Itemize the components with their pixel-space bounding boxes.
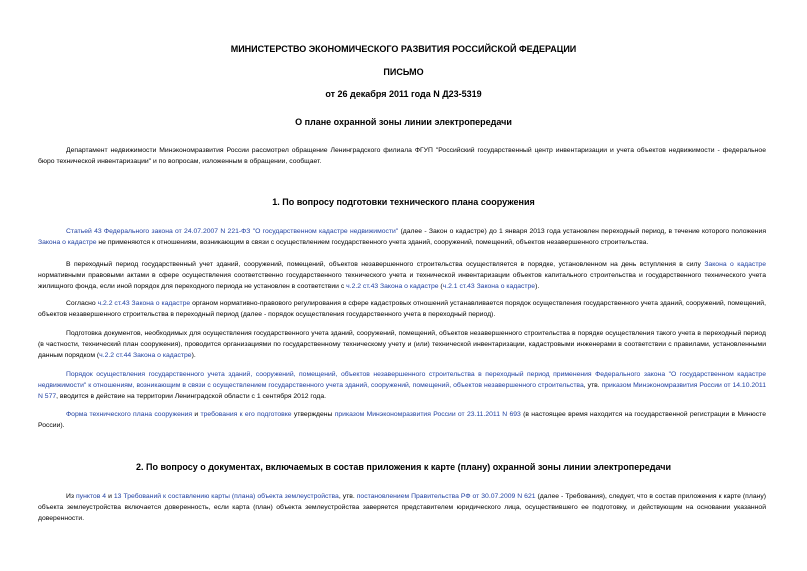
section-2-title: 2. По вопросу о документах, включаемых в состав приложения к карте (плану) охранной зоны линии электропередачи	[136, 462, 671, 472]
law-link[interactable]: пунктов 4	[76, 493, 107, 500]
document-type: ПИСЬМО	[383, 67, 424, 77]
law-link[interactable]: требования к его подготовке	[200, 411, 292, 418]
law-link[interactable]: ч.2.2 ст.43 Закона о кадастре	[346, 283, 439, 290]
document-subject: О плане охранной зоны линии электропередачи	[295, 117, 512, 127]
law-link[interactable]: 13 Требований к составлению карты (плана) объекта землеустройства	[113, 493, 339, 500]
law-link[interactable]: Форма технического плана сооружения	[66, 411, 193, 418]
section-2-paragraph-1: Из пунктов 4 и 13 Требований к составлению карты (плана) объекта землеустройства, утв. постановлением Правительства РФ от 30.07.2009 N 621 (далее - Требования), следует, что в состав приложения к карте (плану) объекта землеустройства включается доверенность, если карта (план) объекта землеустройства заверяется представителем юридического лица, осуществившего ее подготовку, и действующим на основании указанной доверенности.	[38, 493, 767, 522]
law-link[interactable]: приказом Минэкономразвития России от 23.11.2011 N 693	[334, 411, 521, 418]
document-date-number: от 26 декабря 2011 года N Д23-5319	[325, 89, 482, 99]
law-link[interactable]: Статьей 43 Федерального закона от 24.07.2007 N 221-ФЗ "О государственном кадастре недвижимости"	[66, 228, 399, 235]
law-link[interactable]: приказом Минэкономразвития России от 14.10.2011 N 577	[38, 382, 766, 400]
ministry-title: МИНИСТЕРСТВО ЭКОНОМИЧЕСКОГО РАЗВИТИЯ РОССИЙСКОЙ ФЕДЕРАЦИИ	[230, 44, 577, 54]
section-1-paragraph-6: Форма технического плана сооружения и требования к его подготовке утверждены приказом Минэкономразвития России от 23.11.2011 N 693 (в настоящее время находится на государственной регистрации в Минюсте России).	[38, 411, 766, 429]
law-link[interactable]: постановлением Правительства РФ от 30.07.2009 N 621	[356, 493, 536, 500]
section-1-paragraph-1: Статьей 43 Федерального закона от 24.07.2007 N 221-ФЗ "О государственном кадастре недвижимости" (далее - Закон о кадастре) до 1 января 2013 года установлен переходный период, в течение которого положения Закона о кадастре не применяются к отношениям, возникающим в связи с осуществлением государственного учета зданий, сооружений, помещений, объектов незавершенного строительства.	[38, 228, 767, 246]
law-link[interactable]: Закона о кадастре	[704, 261, 766, 268]
section-1-title: 1. По вопросу подготовки технического плана сооружения	[272, 197, 535, 207]
section-1-paragraph-2: В переходный период государственный учет зданий, сооружений, помещений, объектов незавершенного строительства осуществляется в порядке, установленном на день вступления в силу Закона о кадастре нормативными правовыми актами в сфере осуществления соответственно государственного технического учета и технической инвентаризации объектов капитального строительства и государственного технического учета жилищного фонда, если иной порядок для переходного периода не установлен в соответствии с ч.2.2 ст.43 Закона о кадастре (ч.2.1 ст.43 Закона о кадастре).	[38, 261, 766, 290]
law-link[interactable]: Закона о кадастре	[38, 239, 97, 246]
law-link[interactable]: Порядок осуществления государственного учета зданий, сооружений, помещений, объектов незавершенного строительства в переходный период применения Федерального закона "О государственном кадастре недвижимости" к отношениям, возникающим в связи с осуществлением государственного учета зданий, сооружений, помещений, объектов незавершенного строительства	[38, 371, 766, 389]
section-1-paragraph-3: Согласно ч.2.2 ст.43 Закона о кадастре органом нормативно-правового регулирования в сфере кадастровых отношений устанавливается порядок осуществления государственного учета зданий, сооружений, помещений, объектов незавершенного строительства в переходный период (далее - порядок осуществления государственного учета в переходный период).	[38, 300, 766, 318]
section-1-paragraph-5: Порядок осуществления государственного учета зданий, сооружений, помещений, объектов незавершенного строительства в переходный период применения Федерального закона "О государственном кадастре недвижимости" к отношениям, возникающим в связи с осуществлением государственного учета зданий, сооружений, помещений, объектов незавершенного строительства, утв. приказом Минэкономразвития России от 14.10.2011 N 577, вводится в действие на территории Ленинградской области с 1 сентября 2012 года.	[38, 371, 766, 400]
intro-paragraph: Департамент недвижимости Минэкономразвития России рассмотрел обращение Ленинградского филиала ФГУП "Российский государственный центр инвентаризации и учета объектов недвижимости - федеральное бюро технической инвентаризации" и по вопросам, изложенным в обращении, сообщает.	[38, 147, 766, 165]
law-link[interactable]: ч.2.2 ст.43 Закона о кадастре	[97, 300, 191, 307]
law-link[interactable]: ч.2.1 ст.43 Закона о кадастре	[442, 283, 536, 290]
section-1-paragraph-4: Подготовка документов, необходимых для осуществления государственного учета зданий, сооружений, помещений, объектов незавершенного строительства в порядке осуществления такого учета в переходный период (в частности, технический план сооружения), проводится организациями по государственному техническому учету и (или) технической инвентаризации, кадастровыми инженерами в соответствии с правилами, установленными данным порядком (ч.2.2 ст.44 Закона о кадастре).	[38, 330, 766, 359]
law-link[interactable]: ч.2.2 ст.44 Закона о кадастре	[99, 352, 192, 359]
